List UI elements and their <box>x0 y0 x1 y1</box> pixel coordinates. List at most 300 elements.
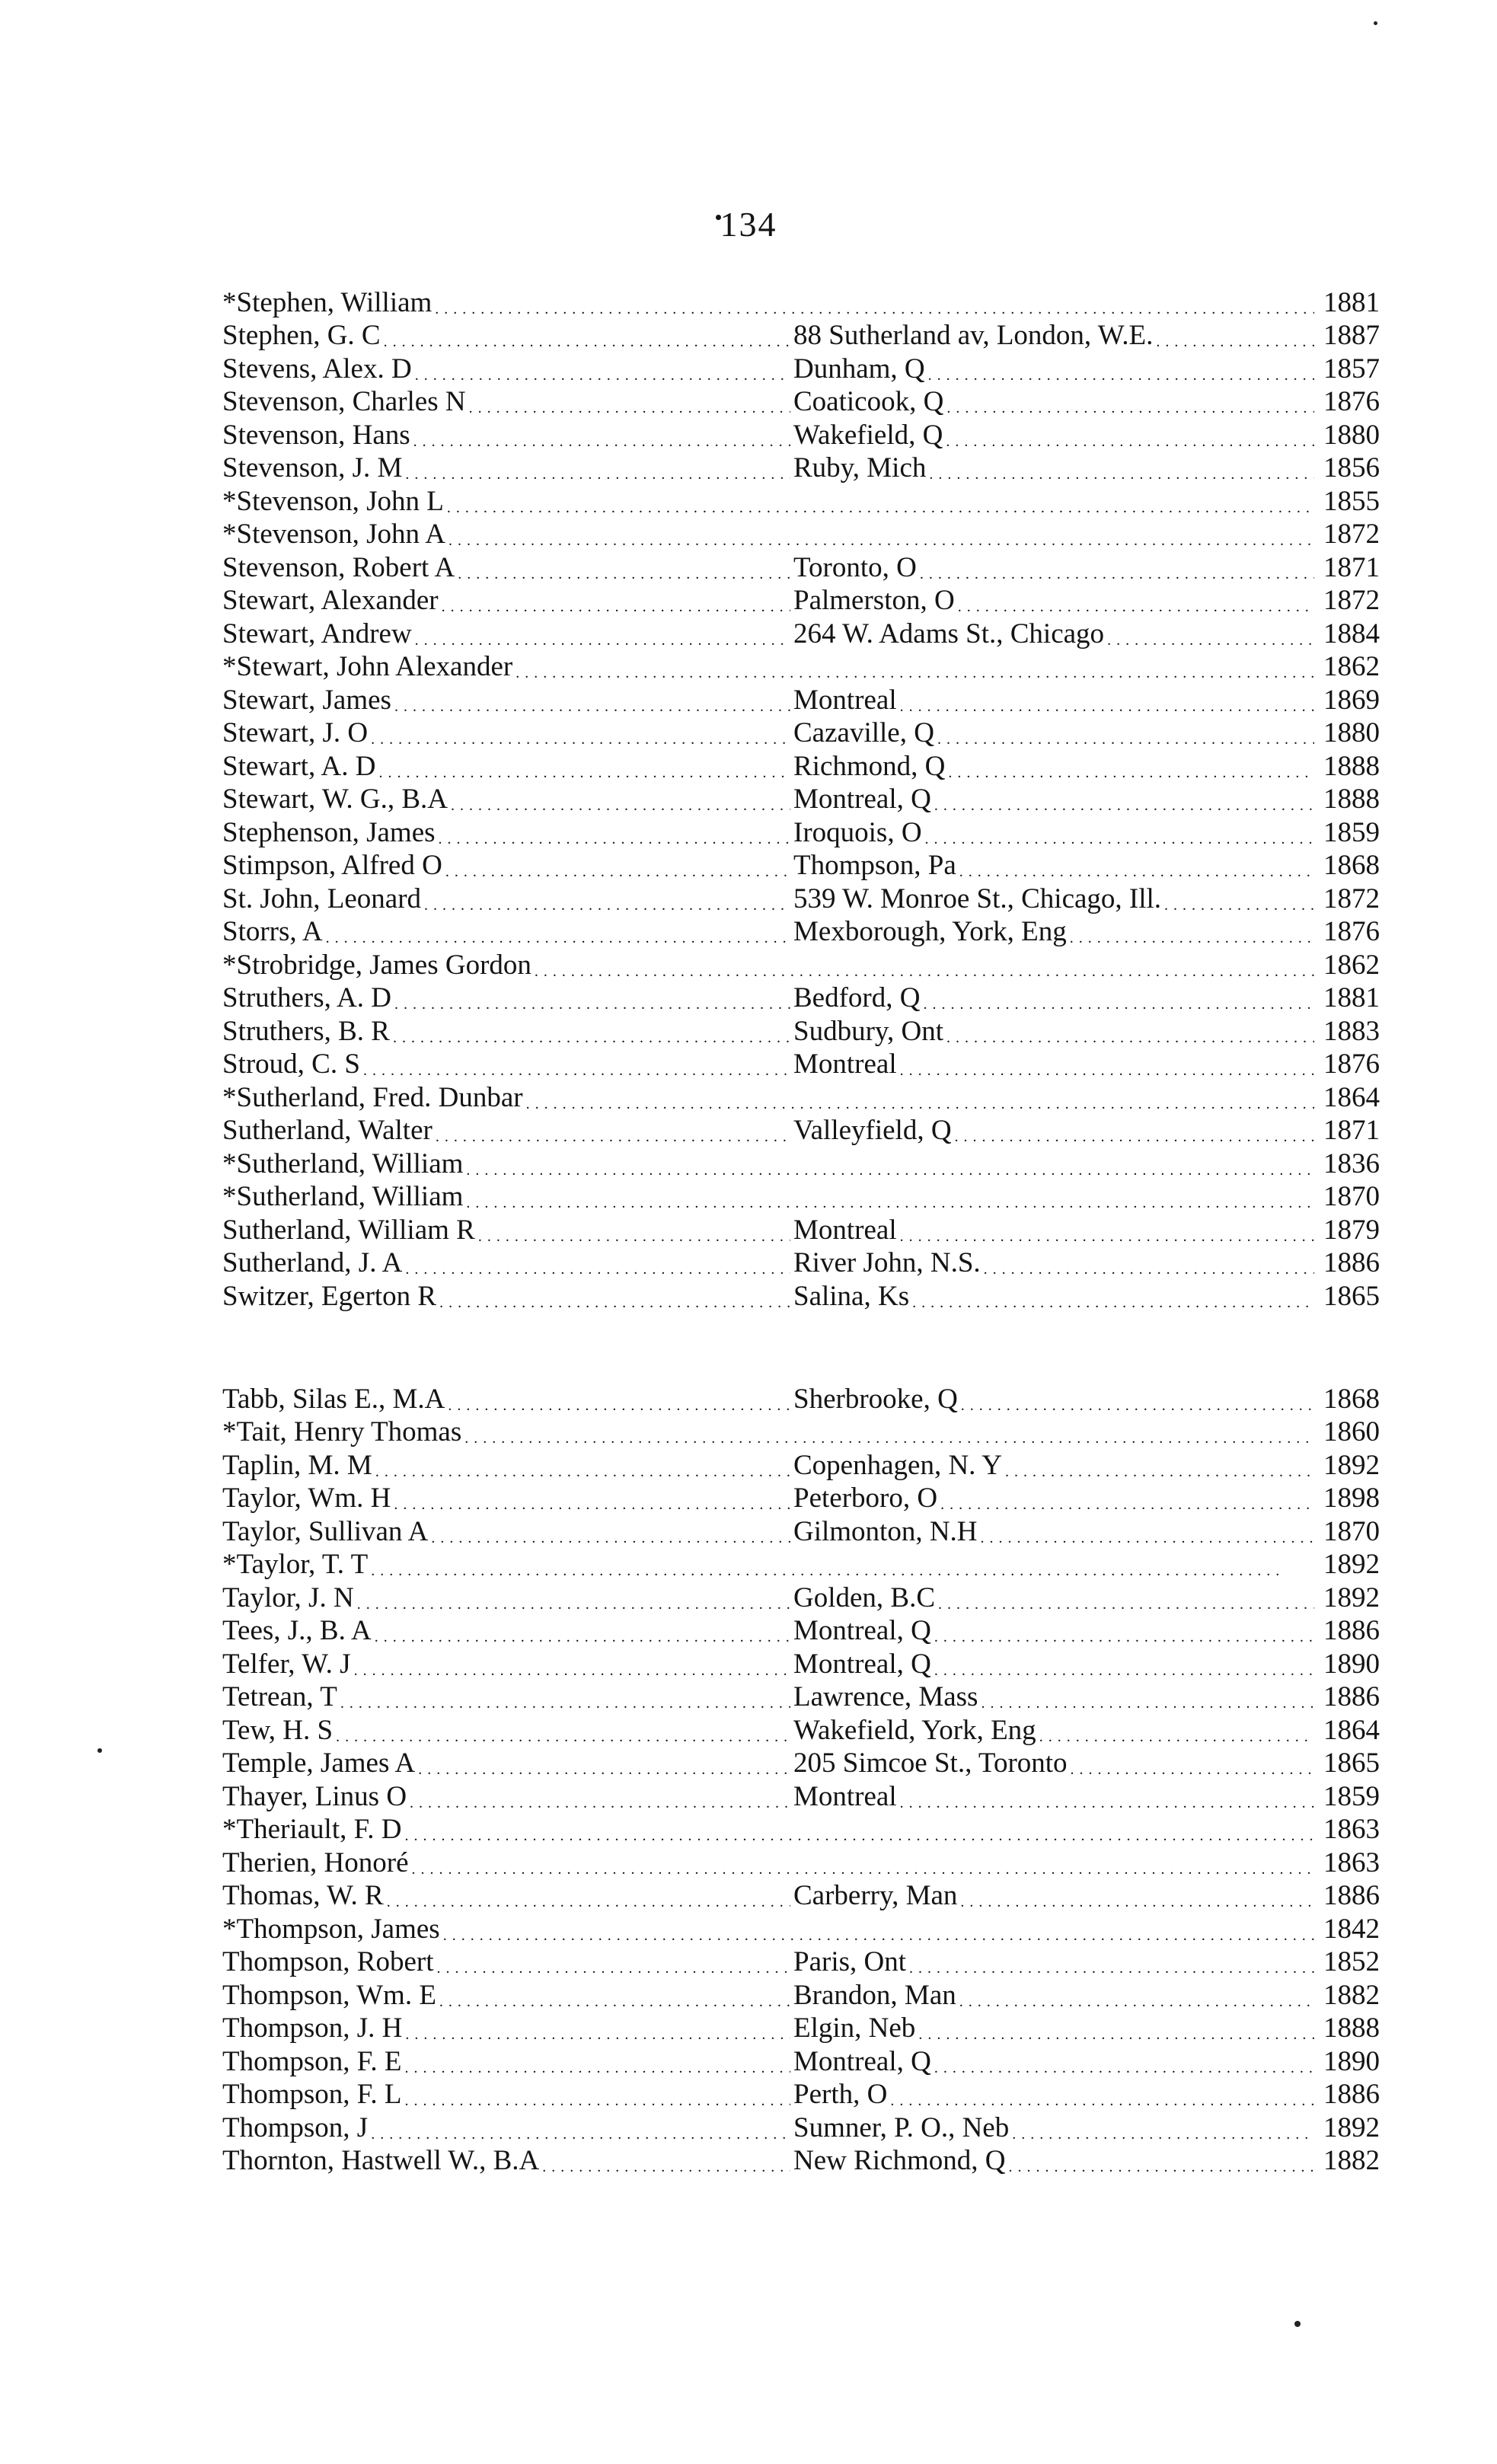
entry-place: Valleyfield, Q <box>793 1115 952 1146</box>
dot-leader <box>934 1667 1314 1678</box>
entry-place: Montreal, Q <box>793 1615 931 1646</box>
entry-place: Montreal, Q <box>793 2045 931 2077</box>
entry-year: 1862 <box>1323 949 1380 981</box>
directory-entry <box>222 317 1380 350</box>
dot-leader <box>469 404 790 416</box>
directory-entry <box>222 2009 1380 2043</box>
dot-leader <box>431 1534 790 1546</box>
dot-leader <box>384 338 790 349</box>
directory-entry <box>222 582 1380 615</box>
entry-year: 1886 <box>1323 1247 1380 1278</box>
directory-entry <box>222 1112 1380 1145</box>
entry-name: *Sutherland, William <box>222 1181 464 1212</box>
directory-entry <box>222 913 1380 946</box>
entry-year: 1888 <box>1323 750 1380 782</box>
entry-year: 1868 <box>1323 850 1380 881</box>
directory-entry <box>222 1144 1380 1178</box>
directory-entry <box>222 449 1380 483</box>
dot-leader <box>1005 1468 1314 1479</box>
dot-leader <box>394 1501 790 1512</box>
entry-name: Thompson, F. E <box>222 2045 402 2077</box>
directory-entry <box>222 482 1380 515</box>
entry-place: Gilmonton, N.H <box>793 1515 978 1547</box>
entry-name: Stimpson, Alfred O <box>222 850 442 881</box>
entry-place: Montreal <box>793 1780 897 1812</box>
directory-entry <box>222 283 1380 317</box>
dot-leader <box>340 1700 790 1711</box>
entry-place: Carberry, Man <box>793 1880 958 1911</box>
entry-name: *Stewart, John Alexander <box>222 651 513 682</box>
entry-name: Sutherland, Walter <box>222 1115 433 1146</box>
entry-year: 1880 <box>1323 717 1380 748</box>
entry-place: New Richmond, Q <box>793 2145 1006 2176</box>
dot-leader <box>923 1001 1314 1012</box>
dot-leader <box>393 1034 790 1045</box>
entry-place: Montreal <box>793 1214 897 1246</box>
directory-entry <box>222 979 1380 1013</box>
entry-place: Iroquois, O <box>793 816 922 848</box>
entry-year: 1882 <box>1323 1979 1380 2011</box>
entry-name: Stevenson, Hans <box>222 419 410 451</box>
directory-entry <box>222 648 1380 681</box>
entry-place: Montreal, Q <box>793 1648 931 1680</box>
entry-name: Stewart, Andrew <box>222 618 412 650</box>
directory-entry <box>222 1045 1380 1079</box>
dot-leader <box>435 305 1314 317</box>
dot-leader <box>934 802 1314 813</box>
dot-leader <box>451 802 790 813</box>
directory-entry <box>222 2108 1380 2142</box>
dot-leader <box>424 902 790 913</box>
directory-entry <box>222 1678 1380 1712</box>
dot-leader <box>959 868 1314 879</box>
entry-place: Montreal, Q <box>793 784 931 815</box>
entry-name: Switzer, Egerton R <box>222 1280 437 1312</box>
directory-list-s <box>222 283 1380 1310</box>
entry-year: 1886 <box>1323 1880 1380 1911</box>
directory-entry <box>222 1078 1380 1112</box>
dot-leader <box>948 769 1314 780</box>
entry-place: Toronto, O <box>793 551 917 583</box>
dot-leader <box>929 471 1314 482</box>
entry-name: Taylor, J. N <box>222 1581 354 1613</box>
directory-entry <box>222 1012 1380 1045</box>
dot-leader <box>418 1766 790 1777</box>
dot-leader <box>357 1601 790 1612</box>
entry-name: Temple, James A <box>222 1747 416 1779</box>
dot-leader <box>378 769 790 780</box>
entry-place: 264 W. Adams St., Chicago <box>793 618 1105 650</box>
entry-year: 1880 <box>1323 419 1380 451</box>
entry-name: Telfer, W. J <box>222 1648 351 1680</box>
print-speck <box>1294 2321 1301 2327</box>
entry-year: 1892 <box>1323 2111 1380 2143</box>
entry-name: *Tait, Henry Thomas <box>222 1416 462 1447</box>
entry-name: *Stevenson, John A <box>222 519 445 550</box>
directory-entry <box>222 1244 1380 1278</box>
dot-leader <box>934 1633 1314 1645</box>
dot-leader <box>375 1468 790 1479</box>
entry-year: 1859 <box>1323 816 1380 848</box>
directory-entry <box>222 614 1380 648</box>
directory-entry <box>222 1413 1380 1447</box>
entry-year: 1870 <box>1323 1515 1380 1547</box>
dot-leader <box>900 1799 1314 1811</box>
entry-name: Taplin, M. M <box>222 1449 372 1481</box>
directory-entry <box>222 1211 1380 1244</box>
entry-year: 1864 <box>1323 1081 1380 1113</box>
entry-name: Storrs, A <box>222 916 323 947</box>
directory-list-t <box>222 1380 1380 2175</box>
entry-place: Peterboro, O <box>793 1483 938 1514</box>
dot-leader <box>890 2097 1314 2108</box>
dot-leader <box>1071 1766 1314 1777</box>
dot-leader <box>1156 338 1314 349</box>
entry-name: Sutherland, William R <box>222 1214 475 1246</box>
entry-place: 205 Simcoe St., Toronto <box>793 1747 1068 1779</box>
directory-entry <box>222 1446 1380 1479</box>
print-speck <box>1374 21 1377 25</box>
entry-name: Therien, Honoré <box>222 1846 409 1878</box>
entry-year: 1870 <box>1323 1181 1380 1212</box>
entry-place: Montreal <box>793 684 897 716</box>
dot-leader <box>946 1034 1314 1045</box>
entry-name: Stephenson, James <box>222 816 436 848</box>
entry-year: 1898 <box>1323 1483 1380 1514</box>
entry-name: Thompson, Wm. E <box>222 1979 436 2011</box>
page-number: 134 <box>720 205 777 244</box>
entry-place: Wakefield, Q <box>793 419 943 451</box>
entry-name: Stevens, Alex. D <box>222 353 412 385</box>
directory-entry <box>222 1976 1380 2009</box>
entry-year: 1892 <box>1323 1449 1380 1481</box>
dot-leader <box>909 1964 1314 1976</box>
entry-name: Thompson, J <box>222 2111 369 2143</box>
entry-name: Tees, J., B. A <box>222 1615 372 1646</box>
dot-leader <box>448 1402 790 1413</box>
entry-place: Cazaville, Q <box>793 717 934 748</box>
entry-year: 1886 <box>1323 2079 1380 2110</box>
entry-name: Thomas, W. R <box>222 1880 384 1911</box>
dot-leader <box>1107 637 1314 648</box>
entry-year: 1868 <box>1323 1383 1380 1415</box>
directory-entry <box>222 847 1380 880</box>
entry-year: 1842 <box>1323 1913 1380 1945</box>
dot-leader <box>436 1133 790 1144</box>
dot-leader <box>981 1700 1314 1711</box>
entry-name: Taylor, Wm. H <box>222 1483 391 1514</box>
entry-place: 88 Sutherland av, London, W.E. <box>793 320 1154 351</box>
dot-leader <box>535 968 1314 979</box>
dot-leader <box>415 637 790 648</box>
directory-entry <box>222 1612 1380 1645</box>
entry-year: 1892 <box>1323 1549 1380 1580</box>
entry-name: Tetrean, T <box>222 1681 337 1712</box>
entry-place: Bedford, Q <box>793 982 921 1013</box>
entry-name: *Strobridge, James Gordon <box>222 949 531 981</box>
directory-entry <box>222 1645 1380 1678</box>
directory-entry <box>222 2076 1380 2109</box>
entry-year: 1855 <box>1323 485 1380 517</box>
dot-leader <box>934 2064 1314 2076</box>
entry-year: 1884 <box>1323 618 1380 650</box>
dot-leader <box>946 404 1314 416</box>
dot-leader <box>442 603 790 614</box>
entry-year: 1863 <box>1323 1846 1380 1878</box>
dot-leader <box>436 1964 790 1976</box>
entry-place: Richmond, Q <box>793 750 946 782</box>
entry-year: 1852 <box>1323 1946 1380 1977</box>
dot-leader <box>526 1100 1314 1112</box>
dot-leader <box>925 835 1314 847</box>
entry-year: 1862 <box>1323 651 1380 682</box>
entry-name: Stevenson, Charles N <box>222 386 466 417</box>
entry-year: 1876 <box>1323 386 1380 417</box>
dot-leader <box>515 669 1314 681</box>
entry-year: 1890 <box>1323 2045 1380 2077</box>
dot-leader <box>439 1998 790 2009</box>
dot-leader <box>1070 934 1314 946</box>
entry-name: Stevenson, J. M <box>222 452 403 484</box>
entry-place: 539 W. Monroe St., Chicago, Ill. <box>793 883 1162 914</box>
directory-entry <box>222 780 1380 814</box>
entry-name: Stewart, W. G., B.A <box>222 784 448 815</box>
entry-place: Mexborough, York, Eng <box>793 916 1067 947</box>
entry-year: 1888 <box>1323 784 1380 815</box>
entry-year: 1856 <box>1323 452 1380 484</box>
dot-leader <box>900 1067 1314 1078</box>
entry-year: 1881 <box>1323 286 1380 318</box>
dot-leader <box>961 1402 1314 1413</box>
entry-place: Sudbury, Ont <box>793 1015 943 1047</box>
entry-place: Golden, B.C <box>793 1581 936 1613</box>
dot-leader <box>412 1866 1314 1877</box>
dot-leader <box>959 1998 1314 2009</box>
entry-year: 1879 <box>1323 1214 1380 1246</box>
dot-leader <box>918 2031 1314 2042</box>
entry-year: 1865 <box>1323 1280 1380 1312</box>
entry-name: Thornton, Hastwell W., B.A <box>222 2145 540 2176</box>
entry-name: Tew, H. S <box>222 1714 334 1746</box>
dot-leader <box>542 2163 790 2175</box>
entry-place: Salina, Ks <box>793 1280 910 1312</box>
entry-year: 1887 <box>1323 320 1380 351</box>
dot-leader <box>371 736 790 747</box>
directory-entry <box>222 1843 1380 1877</box>
directory-entry <box>222 1546 1380 1579</box>
dot-leader <box>413 438 790 449</box>
directory-entry <box>222 1512 1380 1546</box>
entry-year: 1881 <box>1323 982 1380 1013</box>
entry-year: 1872 <box>1323 519 1380 550</box>
dot-leader <box>326 934 790 946</box>
entry-year: 1864 <box>1323 1714 1380 1746</box>
dot-leader <box>405 2064 791 2076</box>
dot-leader <box>946 438 1314 449</box>
entry-year: 1890 <box>1323 1648 1380 1680</box>
dot-leader <box>1012 2130 1314 2142</box>
dot-leader <box>354 1667 790 1678</box>
entry-name: Stevenson, Robert A <box>222 551 455 583</box>
dot-leader <box>466 1199 1314 1211</box>
directory-entry <box>222 1943 1380 1977</box>
entry-year: 1886 <box>1323 1615 1380 1646</box>
dot-leader <box>405 1266 790 1277</box>
entry-year: 1857 <box>1323 353 1380 385</box>
dot-leader <box>478 1233 790 1244</box>
directory-entry <box>222 714 1380 748</box>
dot-leader <box>445 868 790 879</box>
entry-year: 1871 <box>1323 1115 1380 1146</box>
entry-place: Palmerston, O <box>793 585 955 616</box>
directory-entry <box>222 515 1380 549</box>
directory-entry <box>222 1578 1380 1612</box>
entry-name: Taylor, Sullivan A <box>222 1515 429 1547</box>
dot-leader <box>1164 902 1314 913</box>
directory-entry <box>222 1811 1380 1844</box>
dot-leader <box>394 703 790 714</box>
directory-entry <box>222 2042 1380 2076</box>
directory-entry <box>222 1277 1380 1310</box>
entry-year: 1865 <box>1323 1747 1380 1779</box>
dot-leader <box>371 2130 790 2142</box>
entry-place: Ruby, Mich <box>793 452 927 484</box>
dot-leader <box>940 1501 1314 1512</box>
directory-entry <box>222 747 1380 780</box>
entry-name: Stroud, C. S <box>222 1048 360 1080</box>
dot-leader <box>928 372 1314 383</box>
dot-leader <box>900 703 1314 714</box>
entry-name: Struthers, A. D <box>222 982 391 1013</box>
dot-leader <box>447 504 1314 515</box>
dot-leader <box>937 736 1314 747</box>
dot-leader <box>984 1266 1314 1277</box>
entry-year: 1859 <box>1323 1780 1380 1812</box>
entry-name: *Stephen, William <box>222 286 433 318</box>
entry-name: *Theriault, F. D <box>222 1814 402 1845</box>
entry-place: Lawrence, Mass <box>793 1681 978 1712</box>
dot-leader <box>415 372 790 383</box>
directory-entry <box>222 548 1380 582</box>
entry-place: Coaticook, Q <box>793 386 944 417</box>
entry-name: Thompson, J. H <box>222 2012 403 2044</box>
entry-place: Wakefield, York, Eng <box>793 1714 1036 1746</box>
dot-leader <box>958 603 1314 614</box>
dot-leader <box>439 1299 790 1310</box>
entry-name: Stewart, James <box>222 684 391 716</box>
directory-entry <box>222 349 1380 383</box>
dot-leader <box>394 1001 790 1012</box>
dot-leader <box>371 1567 1314 1578</box>
entry-year: 1863 <box>1323 1814 1380 1845</box>
entry-name: Tabb, Silas E., M.A <box>222 1383 445 1415</box>
entry-name: *Stevenson, John L <box>222 485 444 517</box>
dot-leader <box>336 1733 790 1744</box>
entry-year: 1876 <box>1323 916 1380 947</box>
entry-year: 1872 <box>1323 883 1380 914</box>
entry-year: 1876 <box>1323 1048 1380 1080</box>
print-speck <box>97 1748 102 1753</box>
entry-place: Sumner, P. O., Neb <box>793 2111 1010 2143</box>
directory-entry <box>222 879 1380 913</box>
entry-name: Struthers, B. R <box>222 1015 390 1047</box>
dot-leader <box>405 2031 790 2042</box>
entry-year: 1882 <box>1323 2145 1380 2176</box>
entry-year: 1860 <box>1323 1416 1380 1447</box>
dot-leader <box>1039 1733 1314 1744</box>
dot-leader <box>912 1299 1314 1310</box>
entry-year: 1883 <box>1323 1015 1380 1047</box>
entry-year: 1869 <box>1323 684 1380 716</box>
directory-entry <box>222 813 1380 847</box>
dot-leader <box>466 1167 1314 1178</box>
directory-entry <box>222 383 1380 417</box>
entry-year: 1871 <box>1323 551 1380 583</box>
entry-place: Paris, Ont <box>793 1946 906 1977</box>
entry-place: Sherbrooke, Q <box>793 1383 958 1415</box>
dot-leader <box>448 537 1314 548</box>
entry-name: *Thompson, James <box>222 1913 440 1945</box>
dot-leader <box>900 1233 1314 1244</box>
dot-leader <box>1009 2163 1315 2175</box>
entry-name: Stewart, Alexander <box>222 585 439 616</box>
entry-year: 1836 <box>1323 1147 1380 1179</box>
dot-leader <box>955 1133 1314 1144</box>
entry-name: Thayer, Linus O <box>222 1780 407 1812</box>
dot-leader <box>404 1832 1314 1843</box>
entry-place: Dunham, Q <box>793 353 925 385</box>
dot-leader <box>443 1932 1314 1943</box>
directory-entry <box>222 1178 1380 1211</box>
entry-year: 1888 <box>1323 2012 1380 2044</box>
entry-place: Montreal <box>793 1048 897 1080</box>
entry-name: Stephen, G. C <box>222 320 381 351</box>
entry-place: Perth, O <box>793 2079 888 2110</box>
entry-place: Elgin, Neb <box>793 2012 916 2044</box>
dot-leader <box>981 1534 1314 1546</box>
entry-name: Stewart, J. O <box>222 717 369 748</box>
directory-entry <box>222 1479 1380 1513</box>
directory-entry <box>222 1877 1380 1910</box>
dot-leader <box>938 1601 1314 1612</box>
entry-year: 1872 <box>1323 585 1380 616</box>
entry-name: Thompson, Robert <box>222 1946 434 1977</box>
dot-leader <box>439 835 790 847</box>
directory-entry <box>222 1380 1380 1413</box>
dot-leader <box>464 1435 1314 1446</box>
dot-leader <box>363 1067 790 1078</box>
dot-leader <box>410 1799 790 1811</box>
directory-entry <box>222 681 1380 714</box>
dot-leader <box>387 1898 790 1910</box>
entry-name: *Taylor, T. T <box>222 1549 369 1580</box>
directory-entry <box>222 1711 1380 1744</box>
directory-entry <box>222 416 1380 449</box>
entry-place: Brandon, Man <box>793 1979 956 2011</box>
directory-entry <box>222 1910 1380 1943</box>
entry-name: Stewart, A. D <box>222 750 376 782</box>
entry-name: St. John, Leonard <box>222 883 422 914</box>
directory-entry <box>222 1744 1380 1778</box>
directory-entry <box>222 1777 1380 1811</box>
entry-name: *Sutherland, William <box>222 1147 464 1179</box>
entry-place: Copenhagen, N. Y <box>793 1449 1003 1481</box>
entry-year: 1892 <box>1323 1581 1380 1613</box>
dot-leader <box>405 2097 791 2108</box>
directory-entry <box>222 2142 1380 2175</box>
entry-name: Sutherland, J. A <box>222 1247 403 1278</box>
entry-year: 1886 <box>1323 1681 1380 1712</box>
